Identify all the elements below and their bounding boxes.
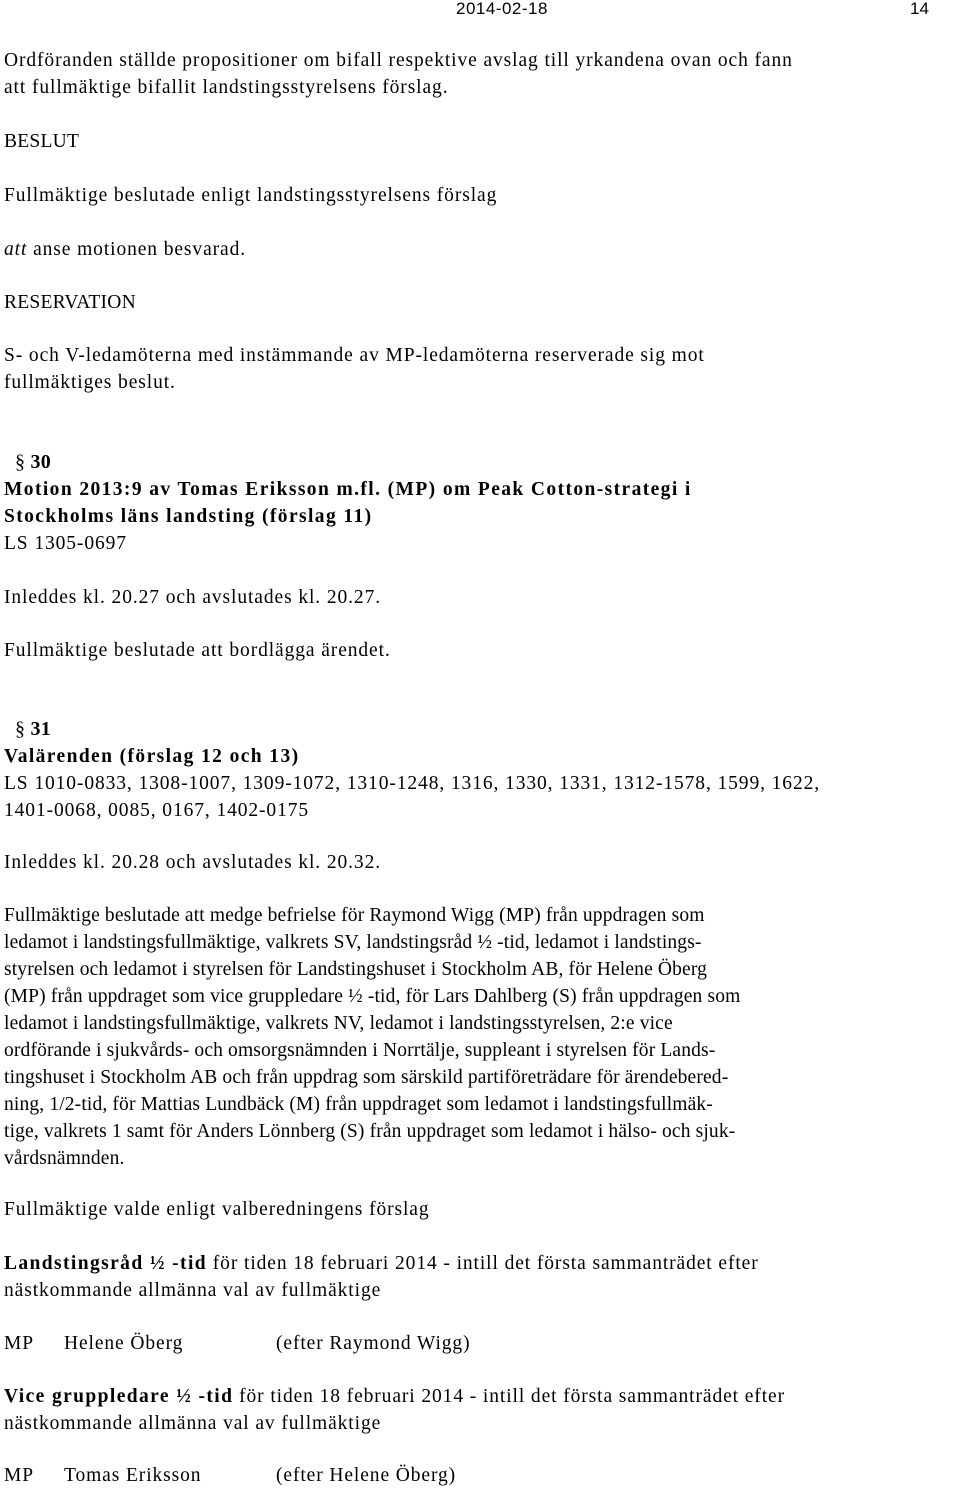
beslut-line-2 xyxy=(4,236,959,263)
section-number: 30 xyxy=(30,451,51,473)
valde-line: Fullmäktige valde enligt valberedningens förslag xyxy=(4,1199,430,1220)
section-31-ls-line-1: LS 1010-0833, 1308-1007, 1309-1072, 1310-1248, 1316, 1330, 1331, 1312-1578, 1599, 1622, xyxy=(4,773,821,794)
section-30-decision: Fullmäktige beslutade att bordlägga ärendet. xyxy=(4,640,391,661)
intro-line-1: Ordföranden ställde propositioner om bifall respektive avslag till yrkandena ovan och fann xyxy=(4,50,793,71)
section-sign: § xyxy=(15,718,26,740)
section-sign: § xyxy=(15,451,26,473)
paragraph-line: ordförande i sjukvårds- och omsorgsnämnden i Norrtälje, suppleant i styrelsen för Lands- xyxy=(4,1040,716,1061)
role-2-line-1 xyxy=(4,1383,959,1410)
section-31-ls-line-2: 1401-0068, 0085, 0167, 1402-0175 xyxy=(4,800,310,821)
paragraph-line: tige, valkrets 1 samt för Anders Lönnberg (S) från uppdraget som ledamot i hälso- och sjuk- xyxy=(4,1121,736,1142)
paragraph-line: ledamot i landstingsfullmäktige, valkrets SV, landstingsråd ½ -tid, ledamot i landstings- xyxy=(4,932,702,953)
reservation-line-1: S- och V-ledamöterna med instämmande av MP-ledamöterna reserverade sig mot xyxy=(4,345,705,366)
paragraph-line: styrelsen och ledamot i styrelsen för Landstingshuset i Stockholm AB, för Helene Öberg xyxy=(4,959,708,980)
paragraph-line: ledamot i landstingsfullmäktige, valkrets NV, ledamot i landstingsstyrelsen, 2:e vice xyxy=(4,1013,673,1034)
section-30-title-line-1: Motion 2013:9 av Tomas Eriksson m.fl. (MP) om Peak Cotton-strategi i xyxy=(4,479,692,500)
paragraph-line: (MP) från uppdraget som vice gruppledare ½ -tid, för Lars Dahlberg (S) från uppdragen som xyxy=(4,986,741,1007)
section-30-ls: LS 1305-0697 xyxy=(4,533,127,554)
reservation-paragraph xyxy=(4,342,959,396)
paragraph-line: vårdsnämnden. xyxy=(4,1148,125,1169)
section-30-heading xyxy=(4,449,959,476)
intro-paragraph xyxy=(4,47,959,101)
appointee-note: (efter Helene Öberg) xyxy=(276,1465,457,1486)
section-31-timing: Inleddes kl. 20.28 och avslutades kl. 20.32. xyxy=(4,852,382,873)
paragraph-line: tingshuset i Stockholm AB och från uppdrag som särskild partiföreträdare för ärendebered- xyxy=(4,1067,729,1088)
role-1-title: Landstingsråd ½ -tid xyxy=(4,1253,208,1274)
section-number: 31 xyxy=(30,718,51,740)
role-1-appointee xyxy=(4,1330,959,1357)
role-2 xyxy=(4,1383,959,1437)
section-30-title xyxy=(4,476,959,530)
appointee-name: Helene Öberg xyxy=(64,1333,184,1354)
reservation-line-2: fullmäktiges beslut. xyxy=(4,372,176,393)
appointee-note: (efter Raymond Wigg) xyxy=(276,1333,471,1354)
role-2-title: Vice gruppledare ½ -tid xyxy=(4,1386,234,1407)
page-number: 14 xyxy=(910,0,929,18)
role-2-line-2: nästkommande allmänna val av fullmäktige xyxy=(4,1413,382,1434)
role-1-line-2: nästkommande allmänna val av fullmäktige xyxy=(4,1280,382,1301)
appointee-name: Tomas Eriksson xyxy=(64,1465,202,1486)
paragraph-line: ning, 1/2-tid, för Mattias Lundbäck (M) från uppdraget som ledamot i landstingsfullmäk- xyxy=(4,1094,713,1115)
party: MP xyxy=(4,1333,34,1354)
role-1-period: för tiden 18 februari 2014 - intill det första sammanträdet efter xyxy=(207,1253,759,1274)
att-word: att xyxy=(4,239,28,260)
beslut-heading: BESLUT xyxy=(4,131,80,152)
header-date: 2014-02-18 xyxy=(456,0,548,18)
beslut-line-1: Fullmäktige beslutade enligt landstingsstyrelsens förslag xyxy=(4,185,498,206)
beslut-line-2-rest: anse motionen besvarad. xyxy=(27,239,247,260)
intro-line-2: att fullmäktige bifallit landstingsstyrelsens förslag. xyxy=(4,77,449,98)
party: MP xyxy=(4,1465,34,1486)
role-1-line-1 xyxy=(4,1250,959,1277)
role-2-period: för tiden 18 februari 2014 - intill det första sammanträdet efter xyxy=(233,1386,785,1407)
section-31-heading xyxy=(4,716,959,743)
section-31-title: Valärenden (förslag 12 och 13) xyxy=(4,746,300,767)
section-31-ls xyxy=(4,770,959,824)
section-31-paragraph xyxy=(4,902,959,1172)
reservation-heading: RESERVATION xyxy=(4,292,136,313)
role-1 xyxy=(4,1250,959,1304)
role-2-appointee xyxy=(4,1462,959,1489)
paragraph-line: Fullmäktige beslutade att medge befrielse för Raymond Wigg (MP) från uppdragen som xyxy=(4,905,705,926)
section-30-title-line-2: Stockholms läns landsting (förslag 11) xyxy=(4,506,373,527)
section-30-timing: Inleddes kl. 20.27 och avslutades kl. 20.27. xyxy=(4,587,382,608)
